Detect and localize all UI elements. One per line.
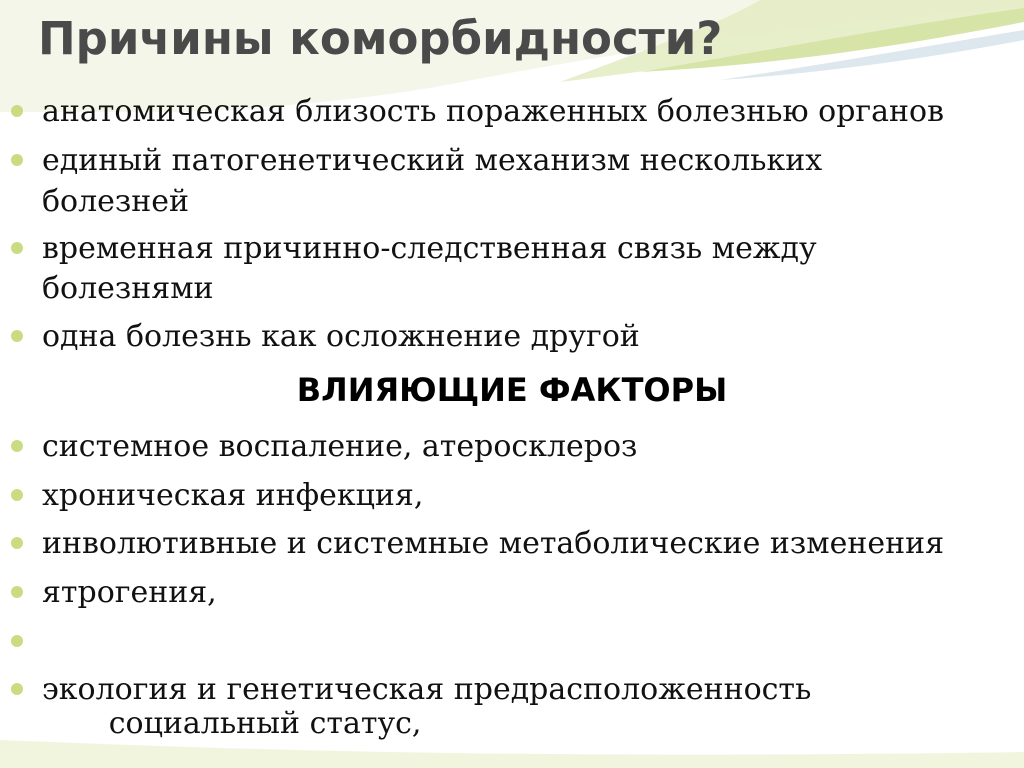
factor-item — [42, 572, 1012, 613]
bullet-icon — [11, 683, 23, 695]
factors-heading: ВЛИЯЮЩИЕ ФАКТОРЫ — [296, 371, 728, 409]
cause-text: одна болезнь как осложнение другой — [42, 319, 640, 354]
bullet-icon — [11, 440, 23, 452]
bullet-icon — [11, 537, 23, 549]
bullet-icon — [11, 105, 23, 117]
bullet-icon — [11, 635, 23, 647]
slide-title: Причины коморбидности? — [38, 12, 723, 65]
cause-item — [42, 316, 1012, 357]
cause-item — [42, 140, 1012, 181]
factor-text: инволютивные и системные метаболические изменения — [42, 526, 945, 561]
cause-text: болезней — [42, 184, 190, 219]
factor-item — [42, 475, 1012, 516]
factor-item — [42, 426, 1012, 467]
factor-text: социальный статус, — [99, 706, 422, 741]
bullet-icon — [11, 489, 23, 501]
factor-item — [42, 669, 1012, 710]
bullet-icon — [11, 330, 23, 342]
factor-text: системное воспаление, атеросклероз — [42, 429, 638, 464]
cause-item — [42, 228, 1012, 269]
factor-text: экология и генетическая предрасположенность — [42, 672, 812, 707]
cause-text: анатомическая близость пораженных болезнью органов — [42, 94, 944, 129]
cause-text: временная причинно-следственная связь между — [42, 231, 817, 266]
bullet-icon — [11, 586, 23, 598]
cause-text: болезнями — [42, 271, 214, 306]
factor-text: ятрогения, — [42, 575, 217, 610]
factor-item — [42, 523, 1012, 564]
cause-item-continuation — [42, 268, 1012, 309]
factor-text: хроническая инфекция, — [42, 478, 424, 513]
cause-item — [42, 91, 1012, 132]
bullet-icon — [11, 154, 23, 166]
cause-item-continuation — [42, 181, 1012, 222]
bullet-icon — [11, 242, 23, 254]
cause-text: единый патогенетический механизм нескольких — [42, 143, 823, 178]
